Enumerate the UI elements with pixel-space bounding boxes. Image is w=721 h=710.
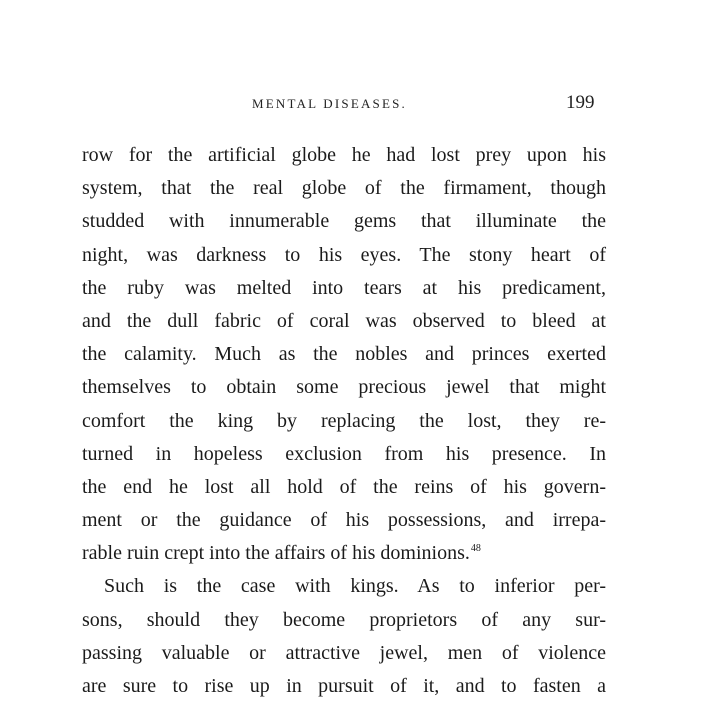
body-text xyxy=(82,139,606,703)
text-line: the ruby was melted into tears at his predicament, xyxy=(82,276,606,299)
running-head xyxy=(0,92,721,116)
text-line: sons, should they become proprietors of any sur- xyxy=(82,608,606,631)
paragraph-1 xyxy=(82,139,606,570)
text-line: passing valuable or attractive jewel, men of violence xyxy=(82,641,606,664)
text-line: and the dull fabric of coral was observed to bleed at xyxy=(82,309,606,332)
text-line-indented: Such is the case with kings. As to inferior per- xyxy=(104,575,606,598)
text-line-content: rable ruin crept into the affairs of his dominions. xyxy=(82,542,470,565)
text-line: system, that the real globe of the firmament, though xyxy=(82,177,606,200)
text-line: the end he lost all hold of the reins of his govern- xyxy=(82,475,606,498)
running-title: MENTAL DISEASES. xyxy=(252,96,408,111)
text-line: the calamity. Much as the nobles and princes exerted xyxy=(82,343,606,366)
paragraph-2 xyxy=(82,570,606,703)
text-line: night, was darkness to his eyes. The stony heart of xyxy=(82,243,606,266)
text-line: row for the artificial globe he had lost prey upon his xyxy=(82,144,606,166)
text-line: are sure to rise up in pursuit of it, and to fasten a xyxy=(82,675,606,697)
text-line-last xyxy=(82,537,606,570)
text-line: studded with innumerable gems that illuminate the xyxy=(82,210,606,233)
text-line: ment or the guidance of his possessions, and irrepa- xyxy=(82,509,606,532)
text-line: comfort the king by replacing the lost, they re- xyxy=(82,409,606,432)
page-number: 199 xyxy=(566,92,595,113)
footnote-reference[interactable]: 48 xyxy=(470,543,481,555)
text-line: turned in hopeless exclusion from his presence. In xyxy=(82,442,606,465)
text-line: themselves to obtain some precious jewel that might xyxy=(82,376,606,399)
